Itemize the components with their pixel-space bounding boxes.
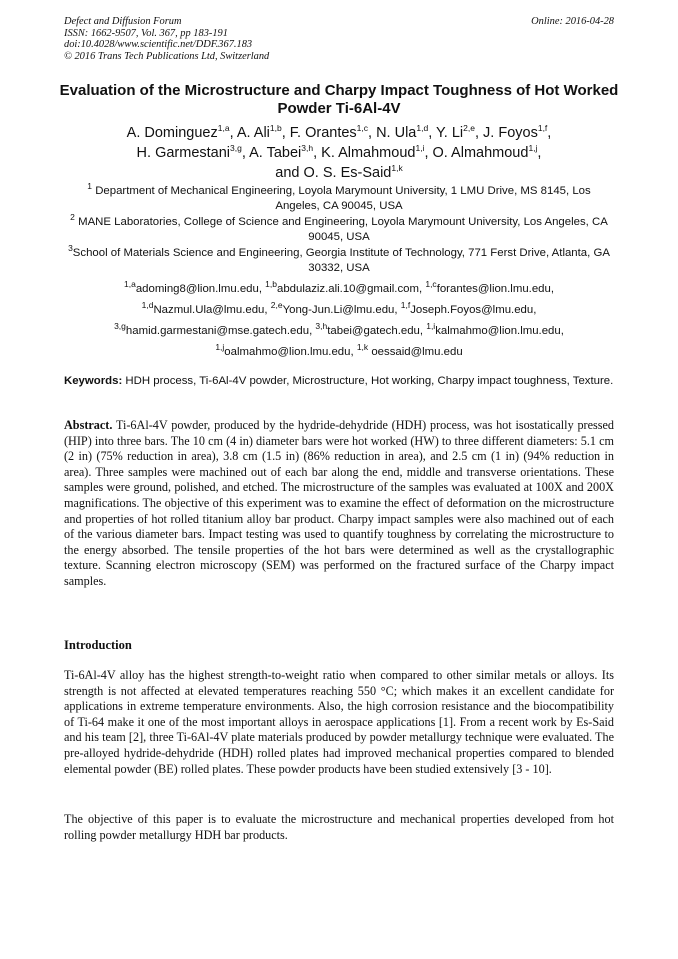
abstract-text: Ti-6Al-4V powder, produced by the hydride-dehydride (HDH) process, was hot isostatically pressed (HIP) into three bars. The 10 cm (4 in) diameter bars were hot worked (HW) to three different diameters: 5.1 cm (2 in) (75% reduction in area), 3.8 cm (1.5 in) (86% reduction in area), and 2.5 cm (1 in) (94% reduction in area). Three samples were machined out of each bar along the end, middle and transverse orientations. These samples were ground, polished, and etched. The microstructure of the samples was evaluated at 100X and 200X magnifications. The objective of this experiment was to examine the effect of deformation on the microstructure and properties of hot rolled titanium alloy bar product. Charpy impact samples were also machined out of each of the various diameter bars. Impact testing was used to quantify toughness by correlating the microstructure to the energy absorbed. The tensile properties of the hot bars were determined as well as the crystallographic texture. Scanning electron microscopy (SEM) was performed on the fractured surface of the Charpy impact samples. bbox=[64, 418, 614, 588]
journal-header bbox=[64, 16, 614, 62]
email-link[interactable]: adoming8@lion.lmu.edu bbox=[135, 283, 259, 295]
email-link[interactable]: tabei@gatech.edu bbox=[327, 325, 420, 337]
issn-line: ISSN: 1662-9507, Vol. 367, pp 183-191 bbox=[64, 27, 228, 39]
journal-name: Defect and Diffusion Forum bbox=[64, 16, 182, 27]
author: A. Tabei$^{3,h}$, bbox=[249, 143, 322, 161]
author-line bbox=[40, 163, 638, 183]
email-list bbox=[64, 279, 614, 363]
email-link[interactable]: hamid.garmestani@mse.gatech.edu bbox=[125, 325, 310, 337]
abstract-label: Abstract. bbox=[64, 418, 113, 432]
author: J. Foyos$^{1,f}$, bbox=[483, 123, 552, 141]
author-line bbox=[40, 123, 638, 143]
author-list bbox=[40, 123, 638, 183]
doi-line[interactable]: doi:10.4028/www.scientific.net/DDF.367.183 bbox=[64, 39, 253, 51]
affiliation: $^2$ MANE Laboratories, College of Science and Engineering, Loyola Marymount University, Los Angeles, CA 90045, USA bbox=[70, 212, 608, 243]
author: A. Dominguez$^{1,a}$, bbox=[126, 123, 237, 141]
author: Y. Li$^{2,e}$, bbox=[436, 123, 484, 141]
email-line: $^{3,g}$hamid.garmestani@mse.gatech.edu, $^{3,h}$tabei@gatech.edu, $^{1,i}$kalmahmo@lion.lmu.edu, bbox=[114, 321, 564, 337]
email-link[interactable]: Nazmul.Ula@lmu.edu bbox=[153, 304, 265, 316]
online-date: Online: 2016-04-28 bbox=[531, 16, 614, 27]
paper-title: Evaluation of the Microstructure and Charpy Impact Toughness of Hot Worked Powder Ti-6Al-4V bbox=[59, 82, 619, 117]
affiliations bbox=[64, 181, 614, 277]
abstract bbox=[64, 418, 614, 590]
section-heading: Introduction bbox=[64, 638, 132, 652]
affiliation: $^3$School of Materials Science and Engineering, Georgia Institute of Technology, 771 Ferst Drive, Atlanta, GA 30332, USA bbox=[68, 243, 610, 274]
email-link[interactable]: Joseph.Foyos@lmu.edu bbox=[410, 304, 534, 316]
copyright-line: © 2016 Trans Tech Publications Ltd, Switzerland bbox=[64, 50, 270, 62]
keywords-label: Keywords: bbox=[64, 375, 123, 387]
author: F. Orantes$^{1,c}$, bbox=[289, 123, 377, 141]
author: H. Garmestani$^{3,g}$, bbox=[136, 143, 250, 161]
email-link[interactable]: oessaid@lmu.edu bbox=[371, 346, 463, 358]
author: N. Ula$^{1,d}$, bbox=[376, 123, 436, 141]
author: and O. S. Es-Said$^{1,k}$ bbox=[275, 163, 403, 181]
affiliation: $^1$ Department of Mechanical Engineering, Loyola Marymount University, 1 LMU Drive, MS 8145, Los Angeles, CA 90045, USA bbox=[87, 181, 591, 212]
author: K. Almahmoud$^{1,i}$, bbox=[321, 143, 433, 161]
email-link[interactable]: abdulaziz.ali.10@gmail.com bbox=[277, 283, 419, 295]
author: O. Almahmoud$^{1,j}$, bbox=[432, 143, 542, 161]
email-link[interactable]: kalmahmo@lion.lmu.edu bbox=[435, 325, 561, 337]
email-line: $^{1,a}$adoming8@lion.lmu.edu, $^{1,b}$abdulaziz.ali.10@gmail.com, $^{1,c}$forantes@lion.lmu.edu, bbox=[123, 279, 554, 295]
email-line: $^{1,d}$Nazmul.Ula@lmu.edu, $^{2,e}$Yong-Jun.Li@lmu.edu, $^{1,f}$Joseph.Foyos@lmu.edu, bbox=[141, 300, 537, 316]
keywords bbox=[64, 374, 614, 388]
email-line: $^{1,j}$oalmahmo@lion.lmu.edu, $^{1,k}$ oessaid@lmu.edu bbox=[215, 342, 463, 358]
author-line bbox=[40, 143, 638, 163]
intro-paragraph: The objective of this paper is to evaluate the microstructure and mechanical properties developed from hot rolling powder metallurgy HDH bar products. bbox=[64, 812, 614, 842]
keywords-text: HDH process, Ti-6Al-4V powder, Microstructure, Hot working, Charpy impact toughness, Texture. bbox=[125, 375, 614, 387]
intro-paragraph: Ti-6Al-4V alloy has the highest strength-to-weight ratio when compared to other similar metals or alloys. Its strength is not affected at elevated temperatures reaching 550 °C; which makes it an excellent candidate for applications in extreme temperature environments. Also, the high corrosion resistance and the biocompatibility of Ti-64 make it one of the most important alloys in aerospace applications [1]. From a recent work by Es-Said and his team [2], three Ti-6Al-4V plate materials produced by powder metallurgy technique were evaluated. The pre-alloyed hydride-dehydride (HDH) rolled plates had improved mechanical properties compared to blended elemental powder (BE) rolled plates. These powder products have been studied extensively [3 - 10]. bbox=[64, 668, 614, 776]
email-link[interactable]: Yong-Jun.Li@lmu.edu bbox=[282, 304, 395, 316]
author: A. Ali$^{1,b}$, bbox=[236, 123, 290, 141]
email-link[interactable]: forantes@lion.lmu.edu bbox=[436, 283, 551, 295]
email-link[interactable]: oalmahmo@lion.lmu.edu bbox=[224, 346, 351, 358]
